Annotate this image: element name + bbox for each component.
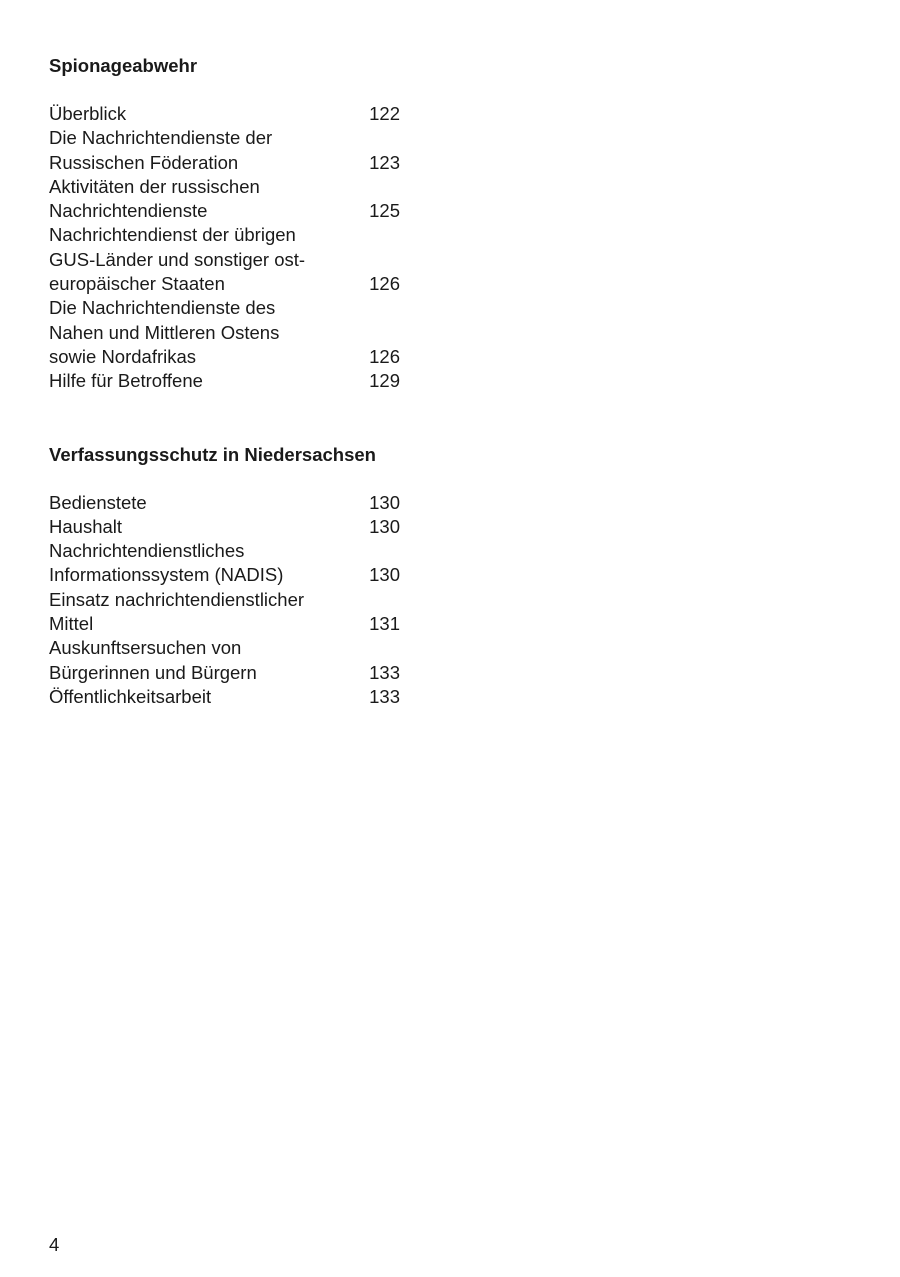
toc-entry-page: 130	[369, 491, 400, 513]
toc-entry	[49, 515, 400, 539]
table-of-contents	[49, 54, 409, 709]
section-title: Spionageabwehr	[49, 55, 198, 76]
toc-entry	[49, 296, 400, 369]
toc-entry	[49, 588, 400, 637]
toc-entry-title: Einsatz nachrichtendienstlicher Mittel	[49, 588, 305, 635]
toc-entry-title: Haushalt	[49, 515, 123, 537]
toc-entry	[49, 539, 400, 588]
section-verfassungsschutz	[49, 443, 409, 710]
toc-entry-page: 122	[369, 103, 400, 124]
toc-entry-title: Auskunftsersuchen von Bürgerinnen und Bürgern	[49, 637, 257, 683]
toc-entry-title: Überblick	[49, 103, 127, 124]
toc-list	[49, 491, 409, 710]
toc-entry-title: Öffentlichkeitsarbeit	[49, 685, 212, 707]
toc-entry-page: 133	[369, 661, 400, 683]
toc-entry-page: 129	[369, 370, 400, 392]
toc-entry-title: Nachrichtendienstliches Informationssystem (NADIS)	[49, 540, 284, 586]
toc-entry	[49, 102, 400, 126]
toc-entry-page: 133	[369, 685, 400, 707]
toc-entry	[49, 491, 400, 515]
section-title: Verfassungsschutz in Niedersachsen	[49, 443, 376, 465]
toc-entry	[49, 126, 400, 175]
toc-entry-title: Bedienstete	[49, 491, 147, 513]
toc-entry	[49, 636, 400, 685]
page-number: 4	[49, 1234, 60, 1255]
toc-entry-title: Die Nachrichtendienste des Nahen und Mittleren Ostens sowie Nordafrikas	[49, 297, 280, 367]
toc-entry-page: 131	[369, 613, 400, 635]
toc-entry-page: 130	[369, 564, 400, 586]
toc-entry-title: Aktivitäten der russischen Nachrichtendienste	[49, 175, 260, 222]
toc-entry	[49, 685, 400, 709]
toc-entry-title: Hilfe für Betroffene	[49, 370, 203, 392]
toc-list	[49, 102, 409, 394]
toc-entry-page: 126	[369, 273, 400, 295]
toc-entry-page: 126	[369, 345, 400, 367]
toc-entry	[49, 175, 400, 224]
toc-entry-title: Die Nachrichtendienste der Russischen Föderation	[49, 127, 273, 173]
toc-entry-title: Nachrichtendienst der übrigen GUS-Länder und sonstiger ost- europäischer Staaten	[49, 224, 306, 295]
toc-entry	[49, 369, 400, 393]
toc-entry-page: 130	[369, 515, 400, 537]
toc-entry-page: 123	[369, 151, 400, 173]
toc-entry	[49, 223, 400, 296]
toc-entry-page: 125	[369, 200, 400, 222]
section-spionageabwehr	[49, 54, 409, 394]
